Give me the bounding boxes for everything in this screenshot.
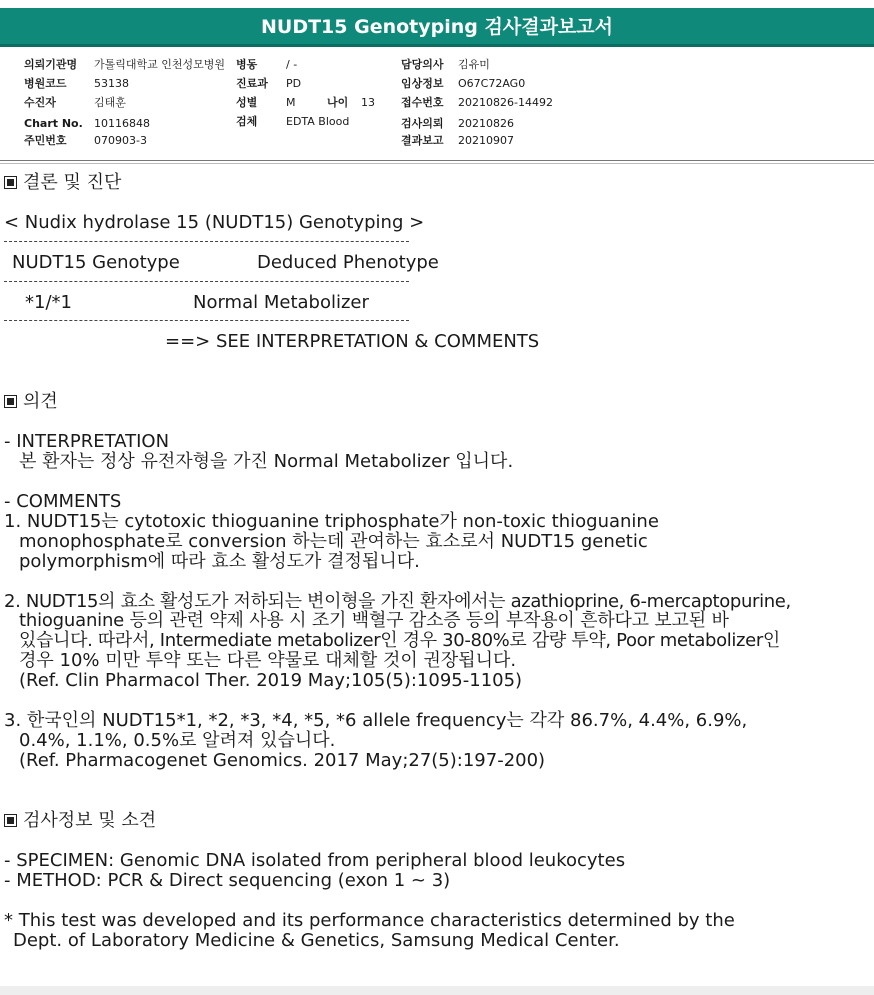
- comment-2-line-1: 2. NUDT15의 효소 활성도가 저하되는 변이형을 가진 환자에서는 azathioprine, 6-mercaptopurine,: [4, 591, 791, 612]
- attending-physician: 담당의사 김유미: [401, 58, 490, 71]
- conclusion-heading: 결론 및 진단: [4, 173, 121, 193]
- genotyping-table-title: < Nudix hydrolase 15 (NUDT15) Genotyping >: [4, 212, 425, 233]
- interpretation-text: 본 환자는 정상 유전자형을 가진 Normal Metabolizer 입니다.: [19, 451, 514, 472]
- age: 나이 13: [327, 96, 375, 109]
- comment-2-reference: (Ref. Clin Pharmacol Ther. 2019 May;105(5):1095-1105): [19, 670, 523, 691]
- section-square-icon: [4, 176, 17, 189]
- opinion-heading: 의견: [4, 392, 58, 412]
- chart-number: Chart No. 10116848: [24, 117, 150, 130]
- info-divider: [0, 160, 874, 161]
- clinical-info: 임상정보 O67C72AG0: [401, 77, 526, 90]
- disclaimer-line-1: * This test was developed and its performance characteristics determined by the: [4, 910, 735, 931]
- interpretation-label: - INTERPRETATION: [4, 431, 170, 452]
- accession-number: 접수번호 20210826-14492: [401, 96, 553, 109]
- comment-1-line-3: polymorphism에 따라 효소 활성도가 결정됩니다.: [19, 551, 420, 572]
- disclaimer-line-2: Dept. of Laboratory Medicine & Genetics, Samsung Medical Center.: [13, 930, 620, 951]
- phenotype-column-header: Deduced Phenotype: [257, 252, 439, 273]
- genotype-value: *1/*1: [25, 292, 72, 313]
- requesting-institution: 의뢰기관명 가톨릭대학교 인천성모병원: [24, 58, 226, 71]
- ward: 병동 / -: [236, 58, 298, 71]
- report-date: 결과보고 20210907: [401, 134, 514, 147]
- method-line: - METHOD: PCR & Direct sequencing (exon 1 ~ 3): [4, 870, 451, 891]
- hospital-code: 병원코드 53138: [24, 77, 129, 90]
- table-rule-top: [4, 241, 409, 242]
- info-divider-secondary: [0, 163, 874, 164]
- sex: 성별 M: [236, 96, 296, 109]
- header-divider: [0, 44, 874, 47]
- comments-label: - COMMENTS: [4, 491, 122, 512]
- test-info-heading: 검사정보 및 소견: [4, 811, 156, 831]
- specimen-type: 검체 EDTA Blood: [236, 115, 350, 128]
- patient-name: 수진자 김태훈: [24, 96, 126, 109]
- department: 진료과 PD: [236, 77, 302, 90]
- phenotype-value: Normal Metabolizer: [193, 292, 369, 313]
- comment-2-line-3: 있습니다. 따라서, Intermediate metabolizer인 경우 30-80%로 감량 투약, Poor metabolizer인: [19, 630, 780, 651]
- comment-3-reference: (Ref. Pharmacogenet Genomics. 2017 May;27(5):197-200): [19, 750, 546, 771]
- comment-2-line-4: 경우 10% 미만 투약 또는 다른 약물로 대체할 것이 권장됩니다.: [19, 650, 517, 671]
- request-date: 검사의뢰 20210826: [401, 117, 514, 130]
- comment-2-line-2: thioguanine 등의 관련 약제 사용 시 조기 백혈구 감소증 등의 부작용이 흔하다고 보고된 바: [19, 610, 729, 631]
- section-square-icon: [4, 395, 17, 408]
- comment-3-line-2: 0.4%, 1.1%, 0.5%로 알려져 있습니다.: [19, 730, 336, 751]
- report-title: NUDT15 Genotyping 검사결과보고서: [0, 8, 874, 46]
- genotype-column-header: NUDT15 Genotype: [12, 252, 180, 273]
- comment-1-line-2: monophosphate로 conversion 하는데 관여하는 효소로서 NUDT15 genetic: [19, 531, 648, 552]
- resident-number: 주민번호 070903-3: [24, 134, 147, 147]
- see-comments-note: ==> SEE INTERPRETATION & COMMENTS: [165, 331, 540, 352]
- specimen-line: - SPECIMEN: Genomic DNA isolated from peripheral blood leukocytes: [4, 850, 626, 871]
- table-rule-middle: [4, 281, 409, 282]
- section-square-icon: [4, 814, 17, 827]
- comment-1-line-1: 1. NUDT15는 cytotoxic thioguanine triphosphate가 non-toxic thioguanine: [4, 511, 659, 532]
- comment-3-line-1: 3. 한국인의 NUDT15*1, *2, *3, *4, *5, *6 allele frequency는 각각 86.7%, 4.4%, 6.9%,: [4, 710, 748, 731]
- horizontal-scrollbar[interactable]: [0, 986, 874, 995]
- table-rule-bottom: [4, 320, 409, 321]
